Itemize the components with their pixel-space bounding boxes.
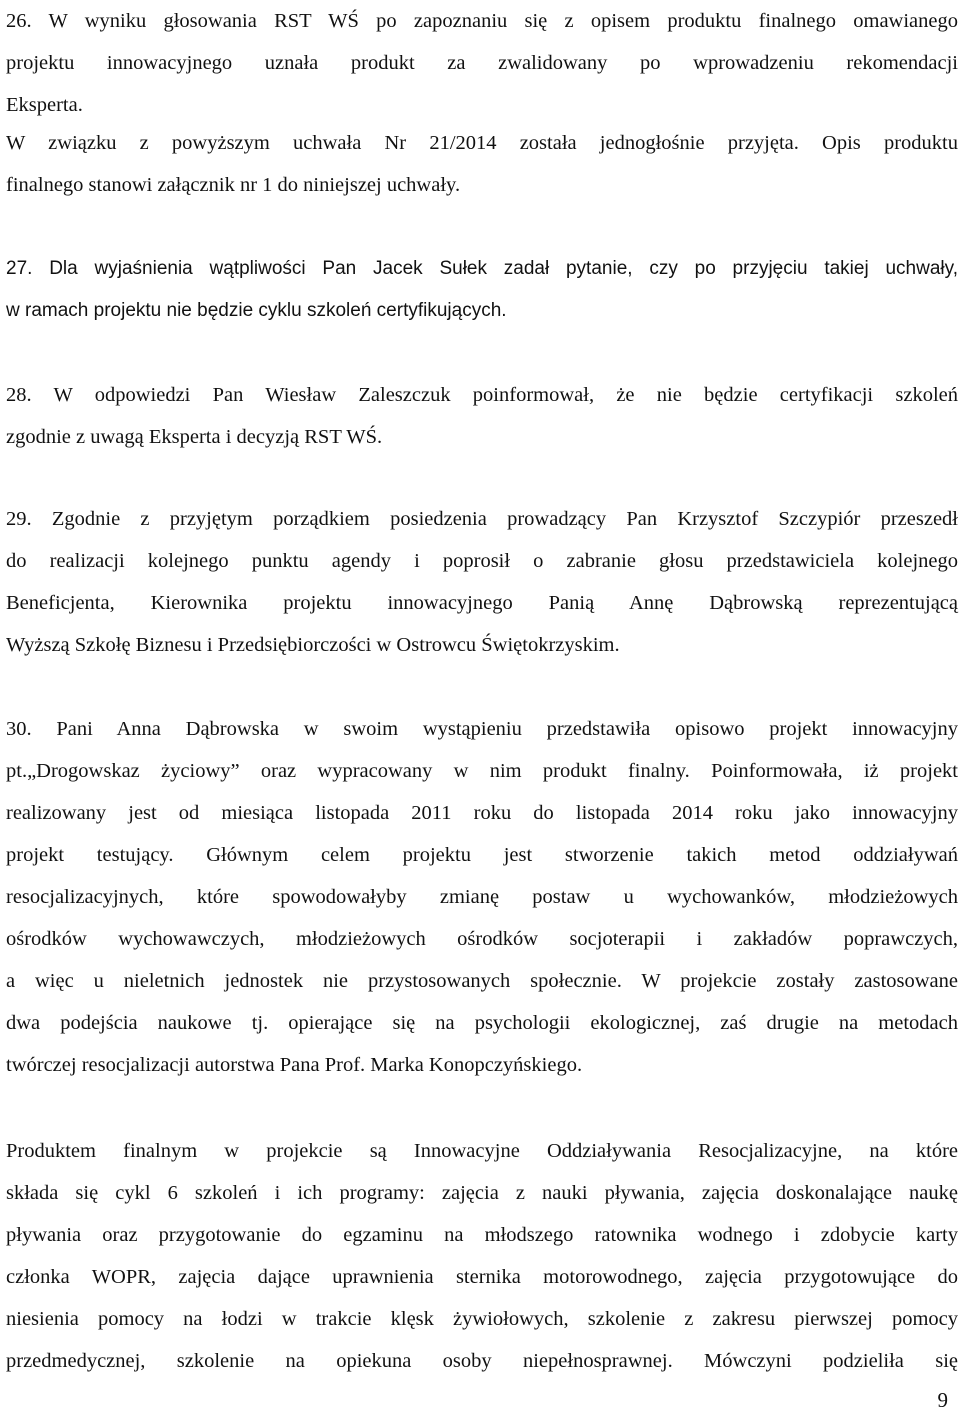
text-line: Wyższą Szkołę Biznesu i Przedsiębiorczości w Ostrowcu Świętokrzyskim.	[6, 634, 620, 656]
paragraph-27	[6, 248, 958, 332]
text-line: realizowany jest od miesiąca listopada 2011 roku do listopada 2014 roku jako innowacyjny	[6, 802, 958, 824]
paragraph-26	[6, 0, 958, 126]
text-line: W związku z powyższym uchwała Nr 21/2014 została jednogłośnie przyjęta. Opis produktu	[6, 132, 958, 154]
text-line: niesienia pomocy na łodzi w trakcie klęsk żywiołowych, szkolenie z zakresu pierwszej pomocy	[6, 1308, 958, 1330]
text-line: 29. Zgodnie z przyjętym porządkiem posiedzenia prowadzący Pan Krzysztof Szczypiór przeszedł	[6, 508, 958, 530]
text-line: projektu innowacyjnego uznała produkt za zwalidowany po wprowadzeniu rekomendacji	[6, 52, 958, 74]
text-line: zgodnie z uwagą Eksperta i decyzją RST WŚ.	[6, 426, 383, 448]
text-line: 28. W odpowiedzi Pan Wiesław Zaleszczuk poinformował, że nie będzie certyfikacji szkoleń	[6, 384, 958, 406]
text-line: 27. Dla wyjaśnienia wątpliwości Pan Jacek Sułek zadał pytanie, czy po przyjęciu takiej uchwały,	[6, 258, 958, 279]
text-line: Eksperta.	[6, 94, 83, 116]
text-line: do realizacji kolejnego punktu agendy i poprosił o zabranie głosu przedstawiciela kolejnego	[6, 550, 958, 572]
text-line: twórczej resocjalizacji autorstwa Pana Prof. Marka Konopczyńskiego.	[6, 1054, 583, 1076]
text-line: a więc u nieletnich jednostek nie przystosowanych społecznie. W projekcie zostały zastosowane	[6, 970, 958, 992]
text-line: pływania oraz przygotowanie do egzaminu na młodszego ratownika wodnego i zdobycie karty	[6, 1224, 958, 1246]
text-line: członka WOPR, zajęcia dające uprawnienia sternika motorowodnego, zajęcia przygotowujące do	[6, 1266, 958, 1288]
text-line: projekt testujący. Głównym celem projektu jest stworzenie takich metod oddziaływań	[6, 844, 958, 866]
paragraph-30	[6, 708, 958, 1086]
text-line: 26. W wyniku głosowania RST WŚ po zapoznaniu się z opisem produktu finalnego omawianego	[6, 10, 958, 32]
text-line: dwa podejścia naukowe tj. opierające się na psychologii ekologicznej, zaś drugie na metodach	[6, 1012, 958, 1034]
paragraph-resolution	[6, 122, 958, 206]
paragraph-29	[6, 498, 958, 666]
paragraph-28	[6, 374, 958, 458]
text-line: składa się cykl 6 szkoleń i ich programy: zajęcia z nauki pływania, zajęcia doskonalające naukę	[6, 1182, 958, 1204]
text-line: pt.„Drogowskaz życiowy” oraz wypracowany w nim produkt finalny. Poinformowała, iż projekt	[6, 760, 958, 782]
page-number: 9	[937, 1388, 948, 1412]
text-line: przedmedycznej, szkolenie na opiekuna osoby niepełnosprawnej. Mówczyni podzieliła się	[6, 1350, 958, 1372]
text-line: resocjalizacyjnych, które spowodowałyby zmianę postaw u wychowanków, młodzieżowych	[6, 886, 958, 908]
paragraph-final-product	[6, 1130, 958, 1382]
text-line: ośrodków wychowawczych, młodzieżowych ośrodków socjoterapii i zakładów poprawczych,	[6, 928, 958, 950]
text-line: Produktem finalnym w projekcie są Innowacyjne Oddziaływania Resocjalizacyjne, na które	[6, 1140, 958, 1162]
text-line: Beneficjenta, Kierownika projektu innowacyjnego Panią Annę Dąbrowską reprezentującą	[6, 592, 958, 614]
text-line: w ramach projektu nie będzie cyklu szkoleń certyfikujących.	[6, 300, 507, 321]
document-page	[6, 0, 958, 1420]
text-line: 30. Pani Anna Dąbrowska w swoim wystąpieniu przedstawiła opisowo projekt innowacyjny	[6, 718, 958, 740]
text-line: finalnego stanowi załącznik nr 1 do niniejszej uchwały.	[6, 174, 461, 196]
